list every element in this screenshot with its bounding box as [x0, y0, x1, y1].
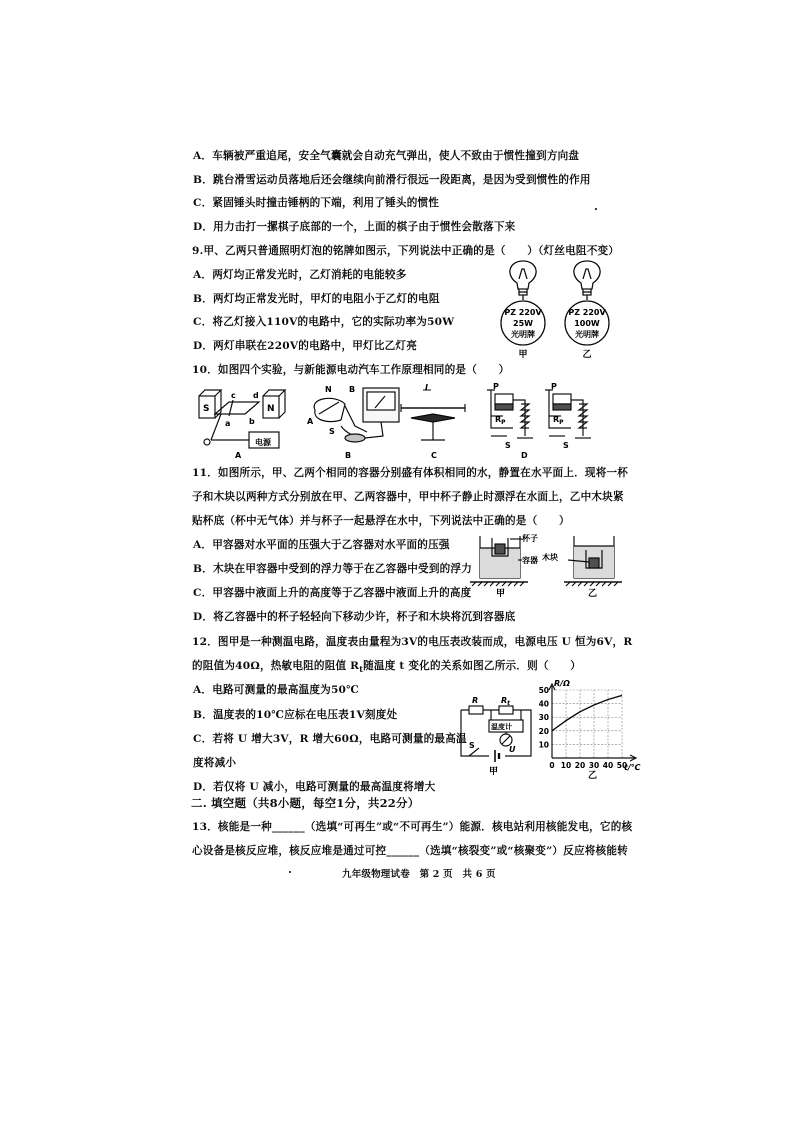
chart-caption: 乙	[588, 771, 598, 780]
chart-ylabel: R/Ω	[554, 679, 570, 688]
figB-A: A	[307, 417, 314, 426]
chart-x-tick-label: 10	[560, 761, 572, 770]
figB-label: B	[345, 451, 352, 460]
rt-chart	[532, 678, 642, 780]
chart-x-tick-label: 0	[549, 761, 555, 770]
q12-stem-line1: 12．图甲是一种测温电路，温度表由量程为3V的电压表改装而成，电源电压 U 恒为6V，R	[192, 636, 633, 648]
figC-label: C	[431, 451, 437, 460]
q11-option-a: A．甲容器对水平面的压强大于乙容器对水平面的压强	[193, 539, 450, 551]
bulb-yi-power: 100W	[574, 319, 600, 328]
circuit-caption: 甲	[489, 767, 499, 776]
q12-option-c-line1: C．若将 U 增大3V，R 增大60Ω，电路可测量的最高温	[193, 733, 467, 745]
bulbs-figure	[495, 255, 625, 365]
figD-S2: S	[563, 441, 569, 450]
q12-stem-line2: 的阻值为40Ω，热敏电阻的阻值 $R_t$随温度 t 变化的关系如图乙所示．则（ ）	[192, 660, 582, 675]
chart-y-tick-label: 30	[538, 713, 549, 723]
figD-label: D	[521, 451, 528, 460]
chart-y-tick-label: 10	[538, 740, 549, 750]
figD-P1: P	[493, 382, 499, 391]
figD-P2: P	[551, 382, 557, 391]
figA-power: 电源	[255, 438, 271, 447]
bulb-yi-rating: PZ 220V	[568, 308, 606, 317]
q11-stem-line2: 子和木块以两种方式分别放在甲、乙两容器中，甲中杯子静止时漂浮在水面上，乙中木块紧	[192, 491, 624, 503]
q12-option-d: D．若仅将 U 减小，电路可测量的最高温度将增大	[193, 781, 436, 793]
speck: ·	[288, 866, 292, 879]
q10-figures	[195, 380, 605, 460]
figA-c: c	[231, 391, 236, 400]
figD-S1: S	[505, 441, 511, 450]
q10-stem: 10．如图四个实验，与新能源电动汽车工作原理相同的是（ ）	[192, 364, 510, 376]
label-block: 木块	[542, 553, 558, 562]
chart-series-line	[552, 695, 622, 730]
chart-x-tick-label: 50	[616, 761, 628, 770]
q12-option-a: A．电路可测量的最高温度为50℃	[193, 684, 359, 696]
section2-title: 二. 填空题（共8小题，每空1分，共22分）	[191, 796, 420, 810]
q11-stem-line1: 11．如图所示，甲、乙两个相同的容器分别盛有体积相同的水，静置在水平面上．现将一杯	[192, 467, 629, 479]
figA-label: A	[235, 451, 242, 460]
chart-xlabel: t/℃	[624, 763, 641, 772]
q11-option-c: C．甲容器中液面上升的高度等于乙容器中液面上升的高度	[193, 587, 472, 599]
q12-option-b: B．温度表的10℃应标在电压表1V刻度处	[193, 709, 398, 721]
circuit-Rt: $R_t$	[501, 696, 511, 707]
bulb-jia-brand: 光明牌	[511, 330, 535, 339]
circuit-meter: 温度计	[491, 723, 512, 731]
q13-line1: 13．核能是一种______（选填“可再生”或“不可再生”）能源．核电站利用核能发电，它的核	[192, 821, 633, 833]
figB-N: N	[325, 385, 332, 394]
circuit-R: R	[472, 696, 479, 705]
page-footer: 九年级物理试卷 第 2 页 共 6 页	[342, 869, 496, 880]
figA-a: a	[225, 419, 231, 428]
figA-N: N	[267, 404, 275, 414]
bulb-jia-power: 25W	[513, 319, 533, 328]
q8-option-c: C．紧固锤头时撞击锤柄的下端，利用了锤头的惯性	[193, 197, 440, 209]
circuit-figure	[455, 692, 539, 776]
figD-Rp1: $R_P$	[495, 415, 506, 426]
chart-y-tick-label: 20	[538, 726, 549, 736]
figA-S: S	[203, 404, 210, 414]
circuit-U: U	[509, 745, 516, 754]
chart-x-tick-label: 40	[602, 761, 614, 770]
circuit-S: S	[469, 741, 475, 750]
q8-option-a: A．车辆被严重追尾，安全气囊就会自动充气弹出，使人不致由于惯性撞到方向盘	[193, 150, 580, 162]
chart-x-tick-label: 20	[574, 761, 586, 770]
figA-d: d	[253, 391, 259, 400]
bulb-yi-caption: 乙	[582, 350, 592, 360]
q13-line2: 心设备是核反应堆，核反应堆是通过可控______（选填“核裂变”或“核聚变”）反应将核能转	[192, 845, 628, 857]
chart-x-tick-label: 30	[588, 761, 600, 770]
label-container: 容器	[522, 556, 538, 565]
q11-option-d: D．将乙容器中的杯子轻轻向下移动少许，杯子和木块将沉到容器底	[193, 611, 516, 623]
figA-b: b	[249, 417, 255, 426]
q12-option-c-line2: 度将减小	[193, 757, 237, 769]
q9-option-a: A．两灯均正常发光时，乙灯消耗的电能较多	[193, 269, 407, 281]
figC-I: I	[425, 383, 428, 392]
q9-option-d: D．两灯串联在220V的电路中，甲灯比乙灯亮	[193, 340, 418, 352]
figB-B: B	[349, 385, 356, 394]
caption-yi: 乙	[588, 589, 598, 598]
caption-jia: 甲	[496, 589, 506, 598]
q8-option-d: D．用力击打一摞棋子底部的一个，上面的棋子由于惯性会散落下来	[193, 221, 516, 233]
q9-stem: 9.甲、乙两只普通照明灯泡的铭牌如图示，下列说法中正确的是（ ）（灯丝电阻不变）	[192, 245, 620, 257]
label-cup: 杯子	[522, 534, 538, 543]
bulb-jia-rating: PZ 220V	[504, 308, 542, 317]
bulb-jia-caption: 甲	[518, 350, 528, 360]
chart-y-tick-label: 50	[538, 686, 549, 695]
q11-option-b: B．木块在甲容器中受到的浮力等于在乙容器中受到的浮力	[193, 563, 472, 575]
figD-Rp2: $R_P$	[553, 415, 564, 426]
q9-option-b: B．两灯均正常发光时，甲灯的电阻小于乙灯的电阻	[193, 293, 440, 305]
q11-stem-line3: 贴杯底（杯中无气体）并与杯子一起悬浮在水中，下列说法中正确的是（ ）	[192, 515, 570, 527]
containers-figure	[470, 530, 635, 598]
figB-S: S	[329, 427, 335, 436]
q9-option-c: C．将乙灯接入110V的电路中，它的实际功率为50W	[193, 316, 455, 328]
chart-y-tick-label: 40	[538, 699, 549, 709]
speck: ·	[594, 203, 598, 216]
q8-option-b: B．跳台滑雪运动员落地后还会继续向前滑行很远一段距离，是因为受到惯性的作用	[193, 174, 591, 186]
bulb-yi-brand: 光明牌	[575, 330, 599, 339]
